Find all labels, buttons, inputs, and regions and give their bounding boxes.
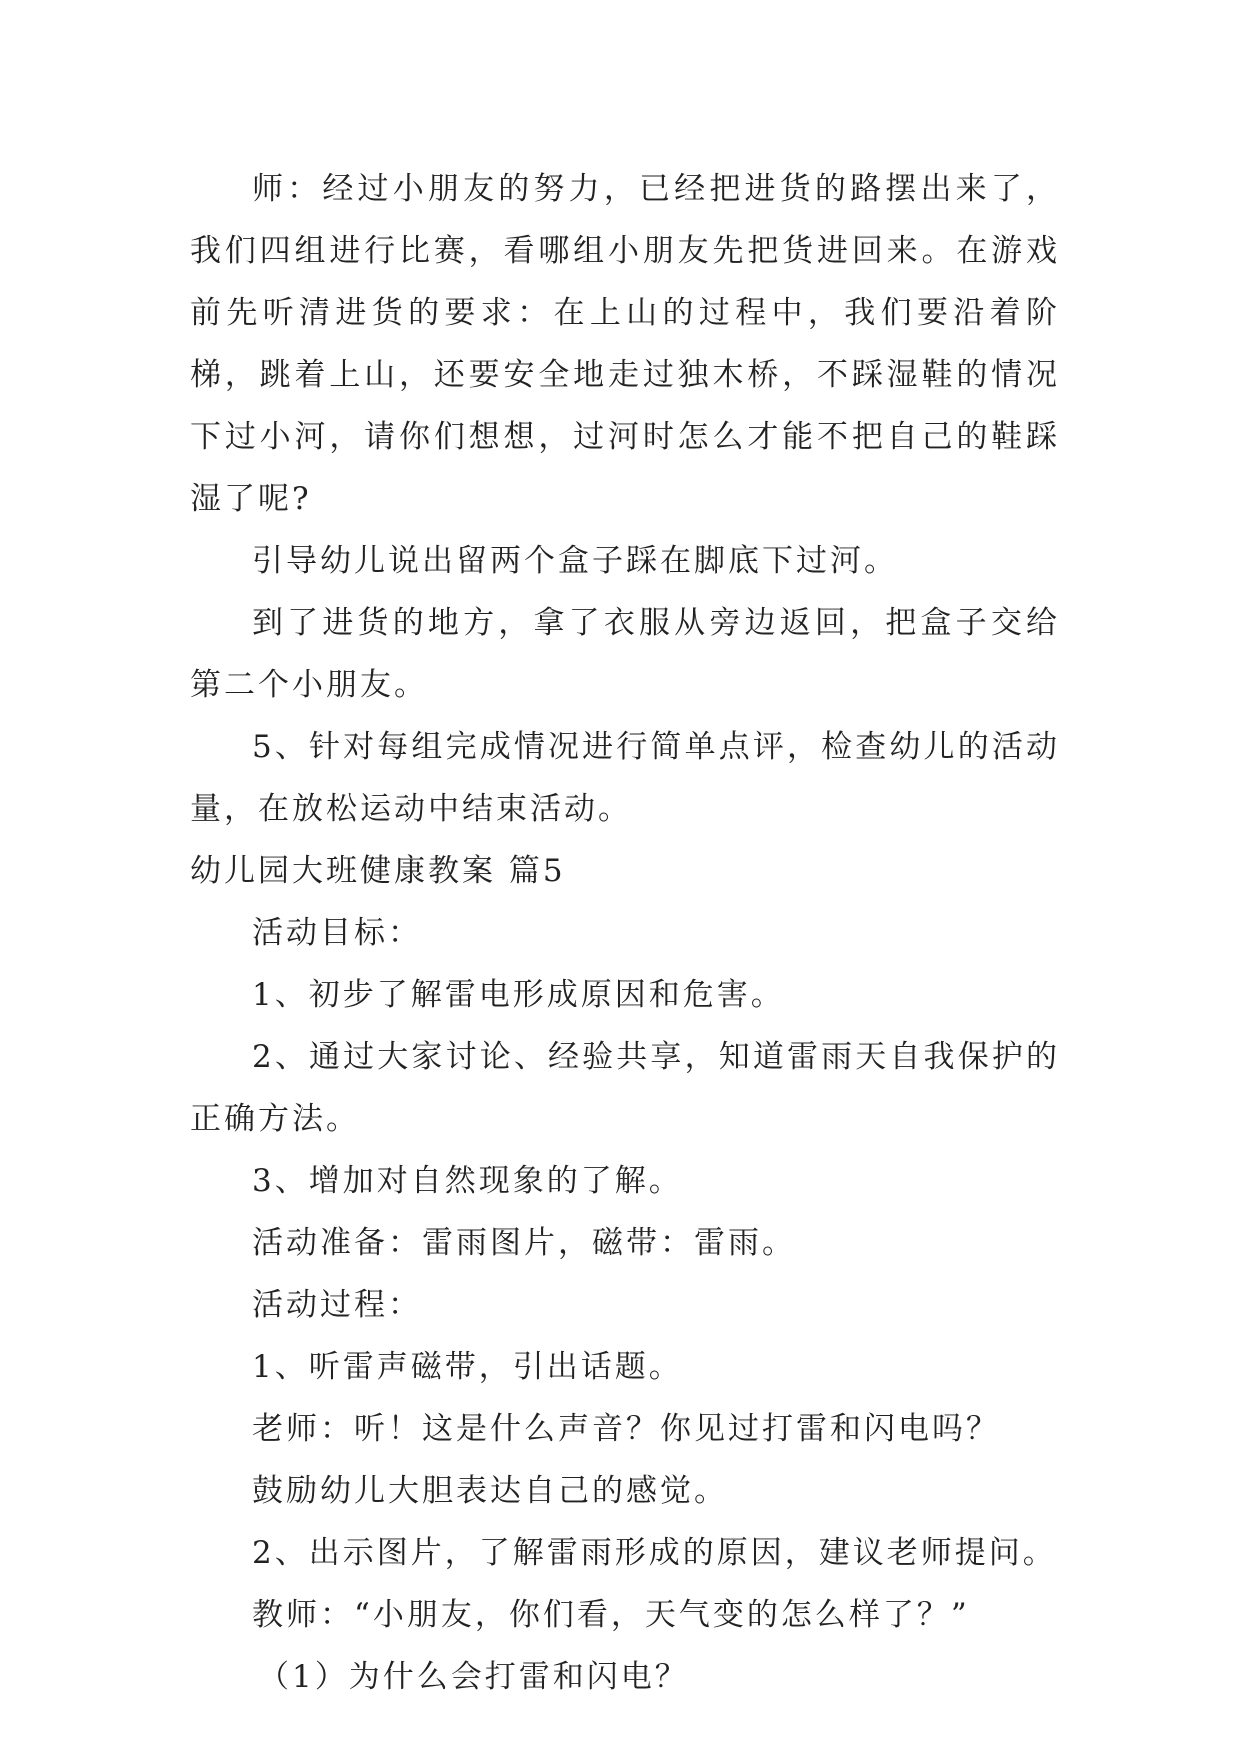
paragraph: 到了进货的地方，拿了衣服从旁边返回，把盒子交给第二个小朋友。 — [190, 605, 1060, 703]
paragraph: 老师：听！这是什么声音？你见过打雷和闪电吗？ — [252, 1411, 1000, 1447]
paragraph: 1、初步了解雷电形成原因和危害。 — [252, 977, 785, 1013]
paragraph: 2、出示图片，了解雷雨形成的原因，建议老师提问。 — [252, 1535, 1057, 1571]
paragraph: 活动准备：雷雨图片，磁带：雷雨。 — [252, 1225, 796, 1261]
paragraph: 2、通过大家讨论、经验共享，知道雷雨天自我保护的正确方法。 — [190, 1039, 1060, 1137]
paragraph: 活动目标： — [252, 915, 422, 951]
paragraph: 教师：“小朋友，你们看，天气变的怎么样了？” — [252, 1597, 970, 1633]
paragraph: 活动过程： — [252, 1287, 422, 1323]
paragraph: 1、听雷声磁带，引出话题。 — [252, 1349, 683, 1385]
document-body — [190, 158, 1060, 1708]
paragraph: 5、针对每组完成情况进行简单点评，检查幼儿的活动量，在放松运动中结束活动。 — [190, 729, 1060, 827]
section-title: 幼儿园大班健康教案 篇5 — [190, 853, 566, 889]
paragraph: 引导幼儿说出留两个盒子踩在脚底下过河。 — [252, 543, 898, 579]
paragraph: 师：经过小朋友的努力，已经把进货的路摆出来了，我们四组进行比赛，看哪组小朋友先把货进回来。在游戏前先听清进货的要求：在上山的过程中，我们要沿着阶梯，跳着上山，还要安全地走过独木桥，不踩湿鞋的情况下过小河，请你们想想，过河时怎么才能不把自己的鞋踩湿了呢? — [190, 171, 1060, 517]
paragraph: （1）为什么会打雷和闪电？ — [258, 1659, 689, 1695]
paragraph: 3、增加对自然现象的了解。 — [252, 1163, 683, 1199]
paragraph: 鼓励幼儿大胆表达自己的感觉。 — [252, 1473, 728, 1509]
